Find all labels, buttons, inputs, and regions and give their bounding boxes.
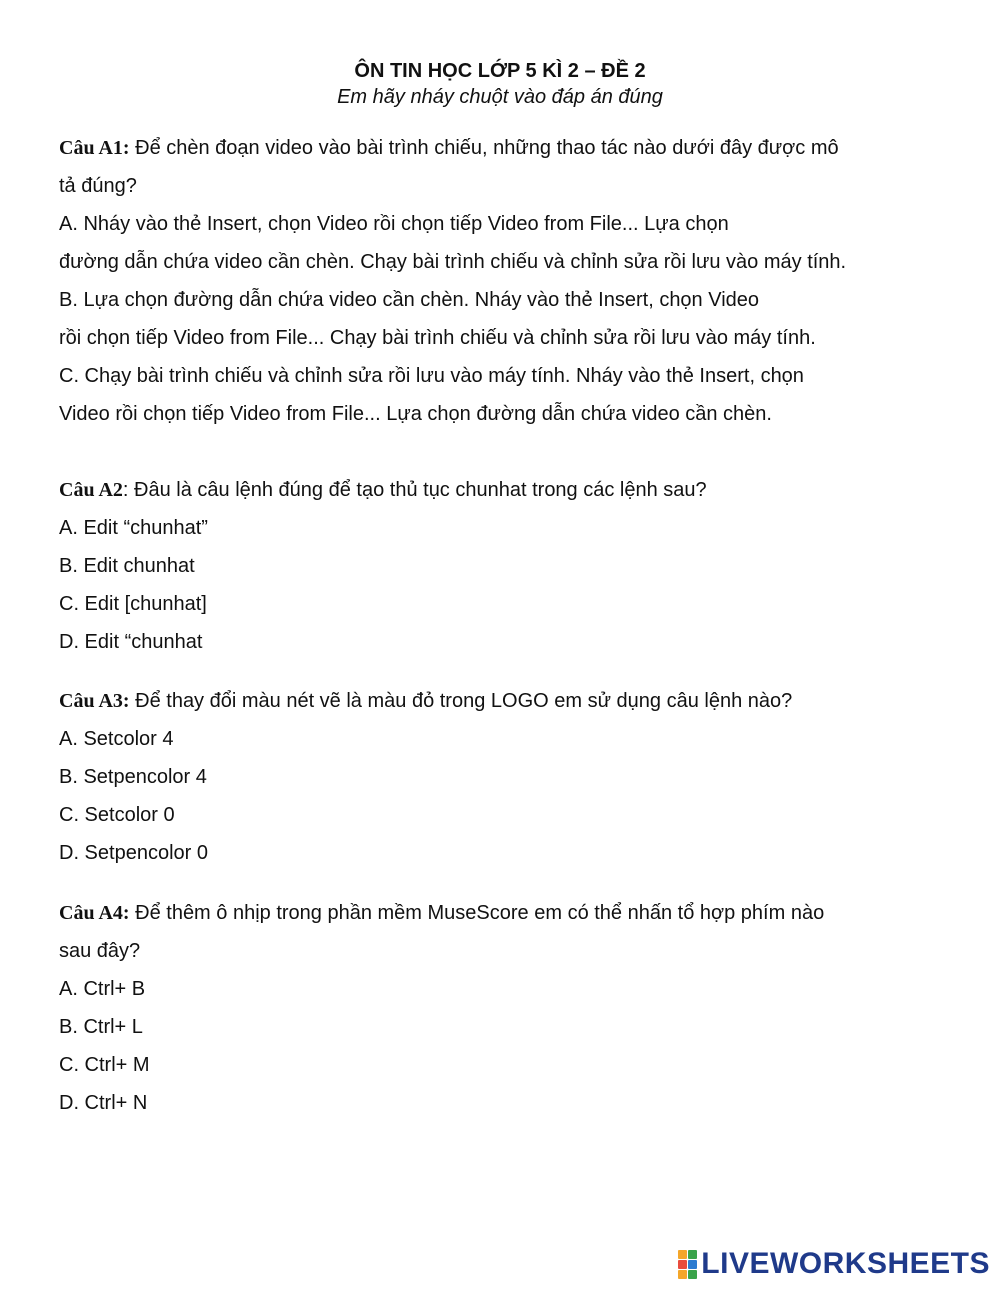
answer-option-a1-c[interactable] [59, 357, 949, 433]
answer-option-a1-a-line2: đường dẫn chứa video cần chèn. Chạy bài trình chiếu và chỉnh sửa rồi lưu vào máy tính. [59, 251, 847, 273]
answer-option-a4-d[interactable]: D. Ctrl+ N [59, 1092, 148, 1114]
liveworksheets-watermark [678, 1249, 990, 1279]
answer-option-a3-a[interactable]: A. Setcolor 4 [59, 728, 174, 750]
question-a3-text: Để thay đổi màu nét vẽ là màu đỏ trong LOGO em sử dụng câu lệnh nào? [129, 690, 793, 712]
question-a1-prompt [59, 129, 949, 167]
question-a4-text-cont: sau đây? [59, 940, 141, 962]
question-a1-text-cont: tả đúng? [59, 175, 137, 197]
question-a4-label: Câu A4: [59, 902, 130, 924]
answer-option-a4-a[interactable]: A. Ctrl+ B [59, 978, 146, 1000]
question-a3 [59, 682, 949, 872]
answer-option-a1-b-line2: rồi chọn tiếp Video from File... Chạy bài trình chiếu và chỉnh sửa rồi lưu vào máy tính. [59, 327, 816, 349]
answer-option-a1-b[interactable] [59, 281, 949, 357]
answer-option-a4-c[interactable]: C. Ctrl+ M [59, 1054, 150, 1076]
worksheet-title: ÔN TIN HỌC LỚP 5 KÌ 2 – ĐỀ 2 [354, 60, 646, 82]
question-a1-text: Để chèn đoạn video vào bài trình chiếu, những thao tác nào dưới đây được mô [129, 137, 839, 159]
logo-block [688, 1270, 697, 1279]
question-a2 [59, 471, 949, 661]
question-a3-prompt [59, 682, 949, 720]
question-a3-label: Câu A3: [59, 690, 130, 712]
logo-block [688, 1250, 697, 1259]
answer-option-a3-b[interactable]: B. Setpencolor 4 [59, 766, 207, 788]
question-a4-prompt [59, 894, 949, 932]
logo-block [678, 1260, 687, 1269]
liveworksheets-brand: LIVEWORKSHEETS [701, 1247, 990, 1280]
answer-option-a2-d[interactable]: D. Edit “chunhat [59, 631, 203, 653]
logo-block [678, 1250, 687, 1259]
question-a4-text: Để thêm ô nhịp trong phần mềm MuseScore em có thể nhấn tổ hợp phím nào [129, 902, 825, 924]
question-a2-prompt [59, 471, 949, 509]
answer-option-a1-c-line2: Video rồi chọn tiếp Video from File... Lựa chọn đường dẫn chứa video cần chèn. [59, 403, 772, 425]
answer-option-a3-c[interactable]: C. Setcolor 0 [59, 804, 175, 826]
answer-option-a2-c[interactable]: C. Edit [chunhat] [59, 593, 207, 615]
answer-option-a1-b-line1: B. Lựa chọn đường dẫn chứa video cần chèn. Nháy vào thẻ Insert, chọn Video [59, 289, 760, 311]
answer-option-a4-b[interactable]: B. Ctrl+ L [59, 1016, 143, 1038]
answer-option-a3-d[interactable]: D. Setpencolor 0 [59, 842, 208, 864]
worksheet-instruction: Em hãy nháy chuột vào đáp án đúng [337, 86, 663, 108]
answer-option-a1-a-line1: A. Nháy vào thẻ Insert, chọn Video rồi chọn tiếp Video from File... Lựa chọn [59, 213, 729, 235]
question-a1 [59, 129, 949, 433]
logo-block [678, 1270, 687, 1279]
liveworksheets-logo-icon [678, 1250, 697, 1279]
question-a2-text: : Đâu là câu lệnh đúng để tạo thủ tục chunhat trong các lệnh sau? [122, 479, 707, 501]
question-a1-label: Câu A1: [59, 137, 130, 159]
worksheet-header [0, 58, 1000, 110]
answer-option-a1-a[interactable] [59, 205, 949, 281]
answer-option-a2-a[interactable]: A. Edit “chunhat” [59, 517, 208, 539]
answer-option-a1-c-line1: C. Chạy bài trình chiếu và chỉnh sửa rồi lưu vào máy tính. Nháy vào thẻ Insert, chọn [59, 365, 804, 387]
logo-block [688, 1260, 697, 1269]
question-a2-label: Câu A2 [59, 479, 123, 501]
question-a4 [59, 894, 949, 1122]
answer-option-a2-b[interactable]: B. Edit chunhat [59, 555, 195, 577]
